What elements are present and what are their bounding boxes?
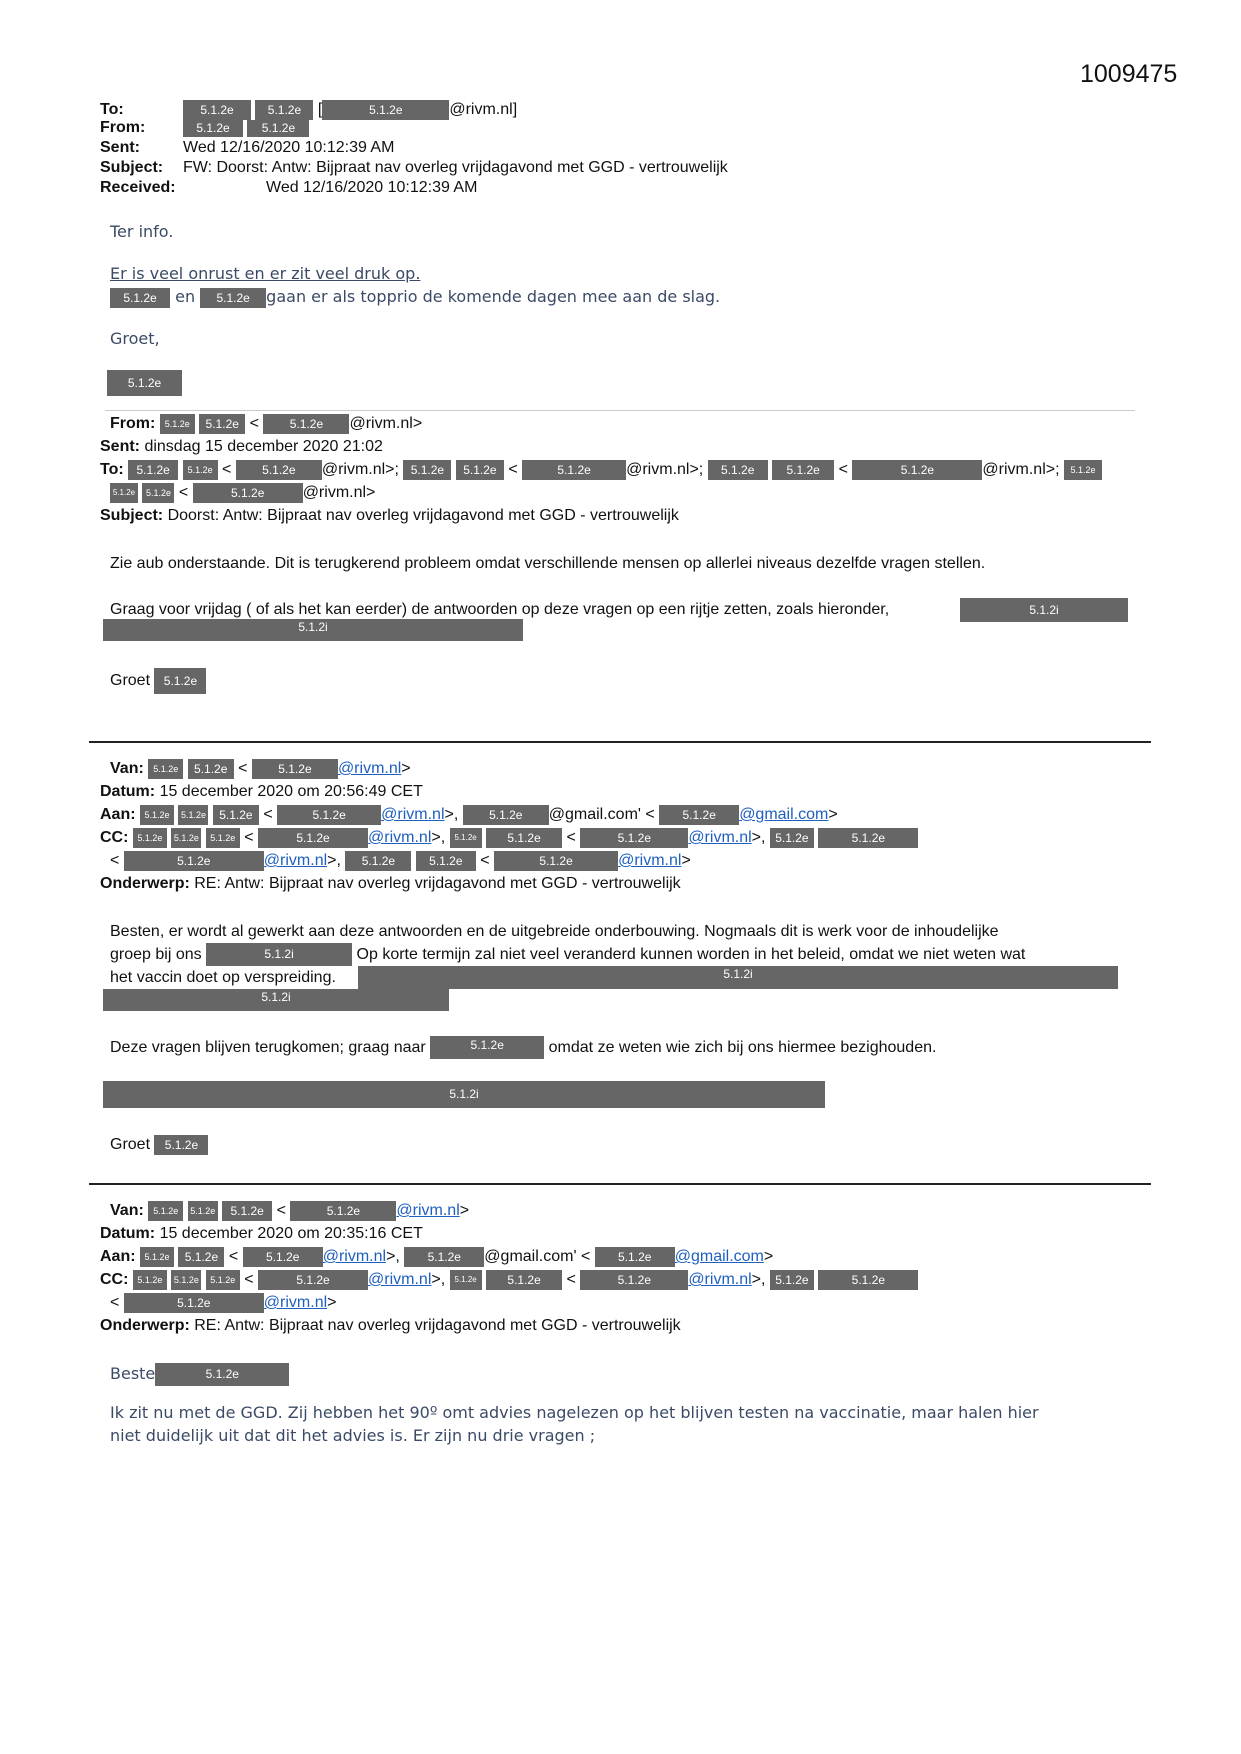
signature-redaction: 5.1.2e — [107, 370, 182, 396]
message-divider — [89, 741, 1151, 743]
message-1-groet: Groet 5.1.2e — [110, 668, 206, 694]
intro-text: Ter info. Er is veel onrust en er zit veel druk op. 5.1.2e en 5.1.2e gaan er als topprio de komende dagen mee aan de slag. Groet, — [110, 222, 721, 348]
redaction-block: 5.1.2i — [358, 966, 1118, 989]
to-row: To: 5.1.2e 5.1.2e [ 5.1.2e @rivm.nl] — [100, 101, 518, 119]
redaction-block: 5.1.2i — [960, 598, 1128, 622]
message-1-body: Zie aub onderstaande. Dit is terugkerend probleem omdat verschillende mensen op allerlei niveaus dezelfde vragen stellen. Graag voor vrijdag ( of als het kan eerder) de antwoorden op deze vragen op een rijtje zetten, zoals hieronder, — [110, 555, 986, 618]
message-3-header: Van: 5.1.2e 5.1.2e 5.1.2e < 5.1.2e @rivm.nl> Datum: 15 december 2020 om 20:35:16 CET Aan: 5.1.2e 5.1.2e < 5.1.2e @rivm.nl>, 5.1.2e @gmail.com' < 5.1.2e @gmail.com> CC: 5.1.2e 5.1.2e 5.1.2e < 5.1.2e @rivm.nl>, 5.1.2e 5.1.2e < 5.1.2e @rivm.nl>, 5.1.2e 5.1.2e < 5.1.2e @rivm.nl> Onderwerp: RE: Antw: Bijpraat nav overleg vrijdagavond met GGD - vertrouwelijk — [100, 1199, 918, 1337]
from-row: From: 5.1.2e 5.1.2e — [100, 118, 728, 138]
sent-row: Sent: Wed 12/16/2020 10:12:39 AM — [100, 139, 395, 157]
redaction-block: 5.1.2i — [103, 1081, 825, 1108]
message-2-body: Besten, er wordt al gewerkt aan deze antwoorden en de uitgebreide onderbouwing. Nogmaals dit is werk voor de inhoudelijke groep bij ons 5.1.2i Op korte termijn zal niet veel veranderd kunnen worden in het beleid, omdat we niet weten wat het vaccin doet op verspreiding. — [110, 923, 1026, 987]
message-3-body: Beste 5.1.2e Ik zit nu met de GGD. Zij hebben het 90º omt advies nagelezen op het blijven testen na vaccinatie, maar halen hier niet duidelijk uit dat dit het advies is. Er zijn nu drie vragen ; — [110, 1364, 1039, 1445]
redaction-block: 5.1.2i — [103, 989, 449, 1011]
message-2-request: Deze vragen blijven terugkomen; graag naar 5.1.2e omdat ze weten wie zich bij ons hiermee bezighouden. — [110, 1036, 936, 1059]
received-row: Received: Wed 12/16/2020 10:12:39 AM — [100, 179, 478, 197]
separator-line — [105, 410, 1135, 411]
document-id: 1009475 — [1080, 60, 1178, 88]
message-2-header: Van: 5.1.2e 5.1.2e < 5.1.2e @rivm.nl> Datum: 15 december 2020 om 20:56:49 CET Aan: 5.1.2e 5.1.2e 5.1.2e < 5.1.2e @rivm.nl>, 5.1.2e @gmail.com' < 5.1.2e @gmail.com> CC: 5.1.2e 5.1.2e 5.1.2e < 5.1.2e @rivm.nl>, 5.1.2e 5.1.2e < 5.1.2e @rivm.nl>, 5.1.2e 5.1.2e < 5.1.2e @rivm.nl>, 5.1.2e 5.1.2e < 5.1.2e @rivm.nl> Onderwerp: RE: Antw: Bijpraat nav overleg vrijdagavond met GGD - vertrouwelijk — [100, 757, 918, 895]
redaction-block: 5.1.2i — [103, 619, 523, 641]
message-2-groet: Groet 5.1.2e — [110, 1133, 208, 1156]
subject-row: Subject: FW: Doorst: Antw: Bijpraat nav overleg vrijdagavond met GGD - vertrouwelijk — [100, 159, 728, 177]
message-divider — [89, 1183, 1151, 1185]
message-1-header: From: 5.1.2e 5.1.2e < 5.1.2e @rivm.nl> Sent: dinsdag 15 december 2020 21:02 To: 5.1.2e 5.1.2e < 5.1.2e @rivm.nl>; 5.1.2e 5.1.2e < 5.1.2e @rivm.nl>; 5.1.2e 5.1.2e < 5.1.2e @rivm.nl>; 5.1.2e 5.1.2e 5.1.2e < 5.1.2e @rivm.nl> Subject: Doorst: Antw: Bijpraat nav overleg vrijdagavond met GGD - vertrouwelijk — [100, 412, 1102, 527]
email-header — [100, 100, 728, 198]
